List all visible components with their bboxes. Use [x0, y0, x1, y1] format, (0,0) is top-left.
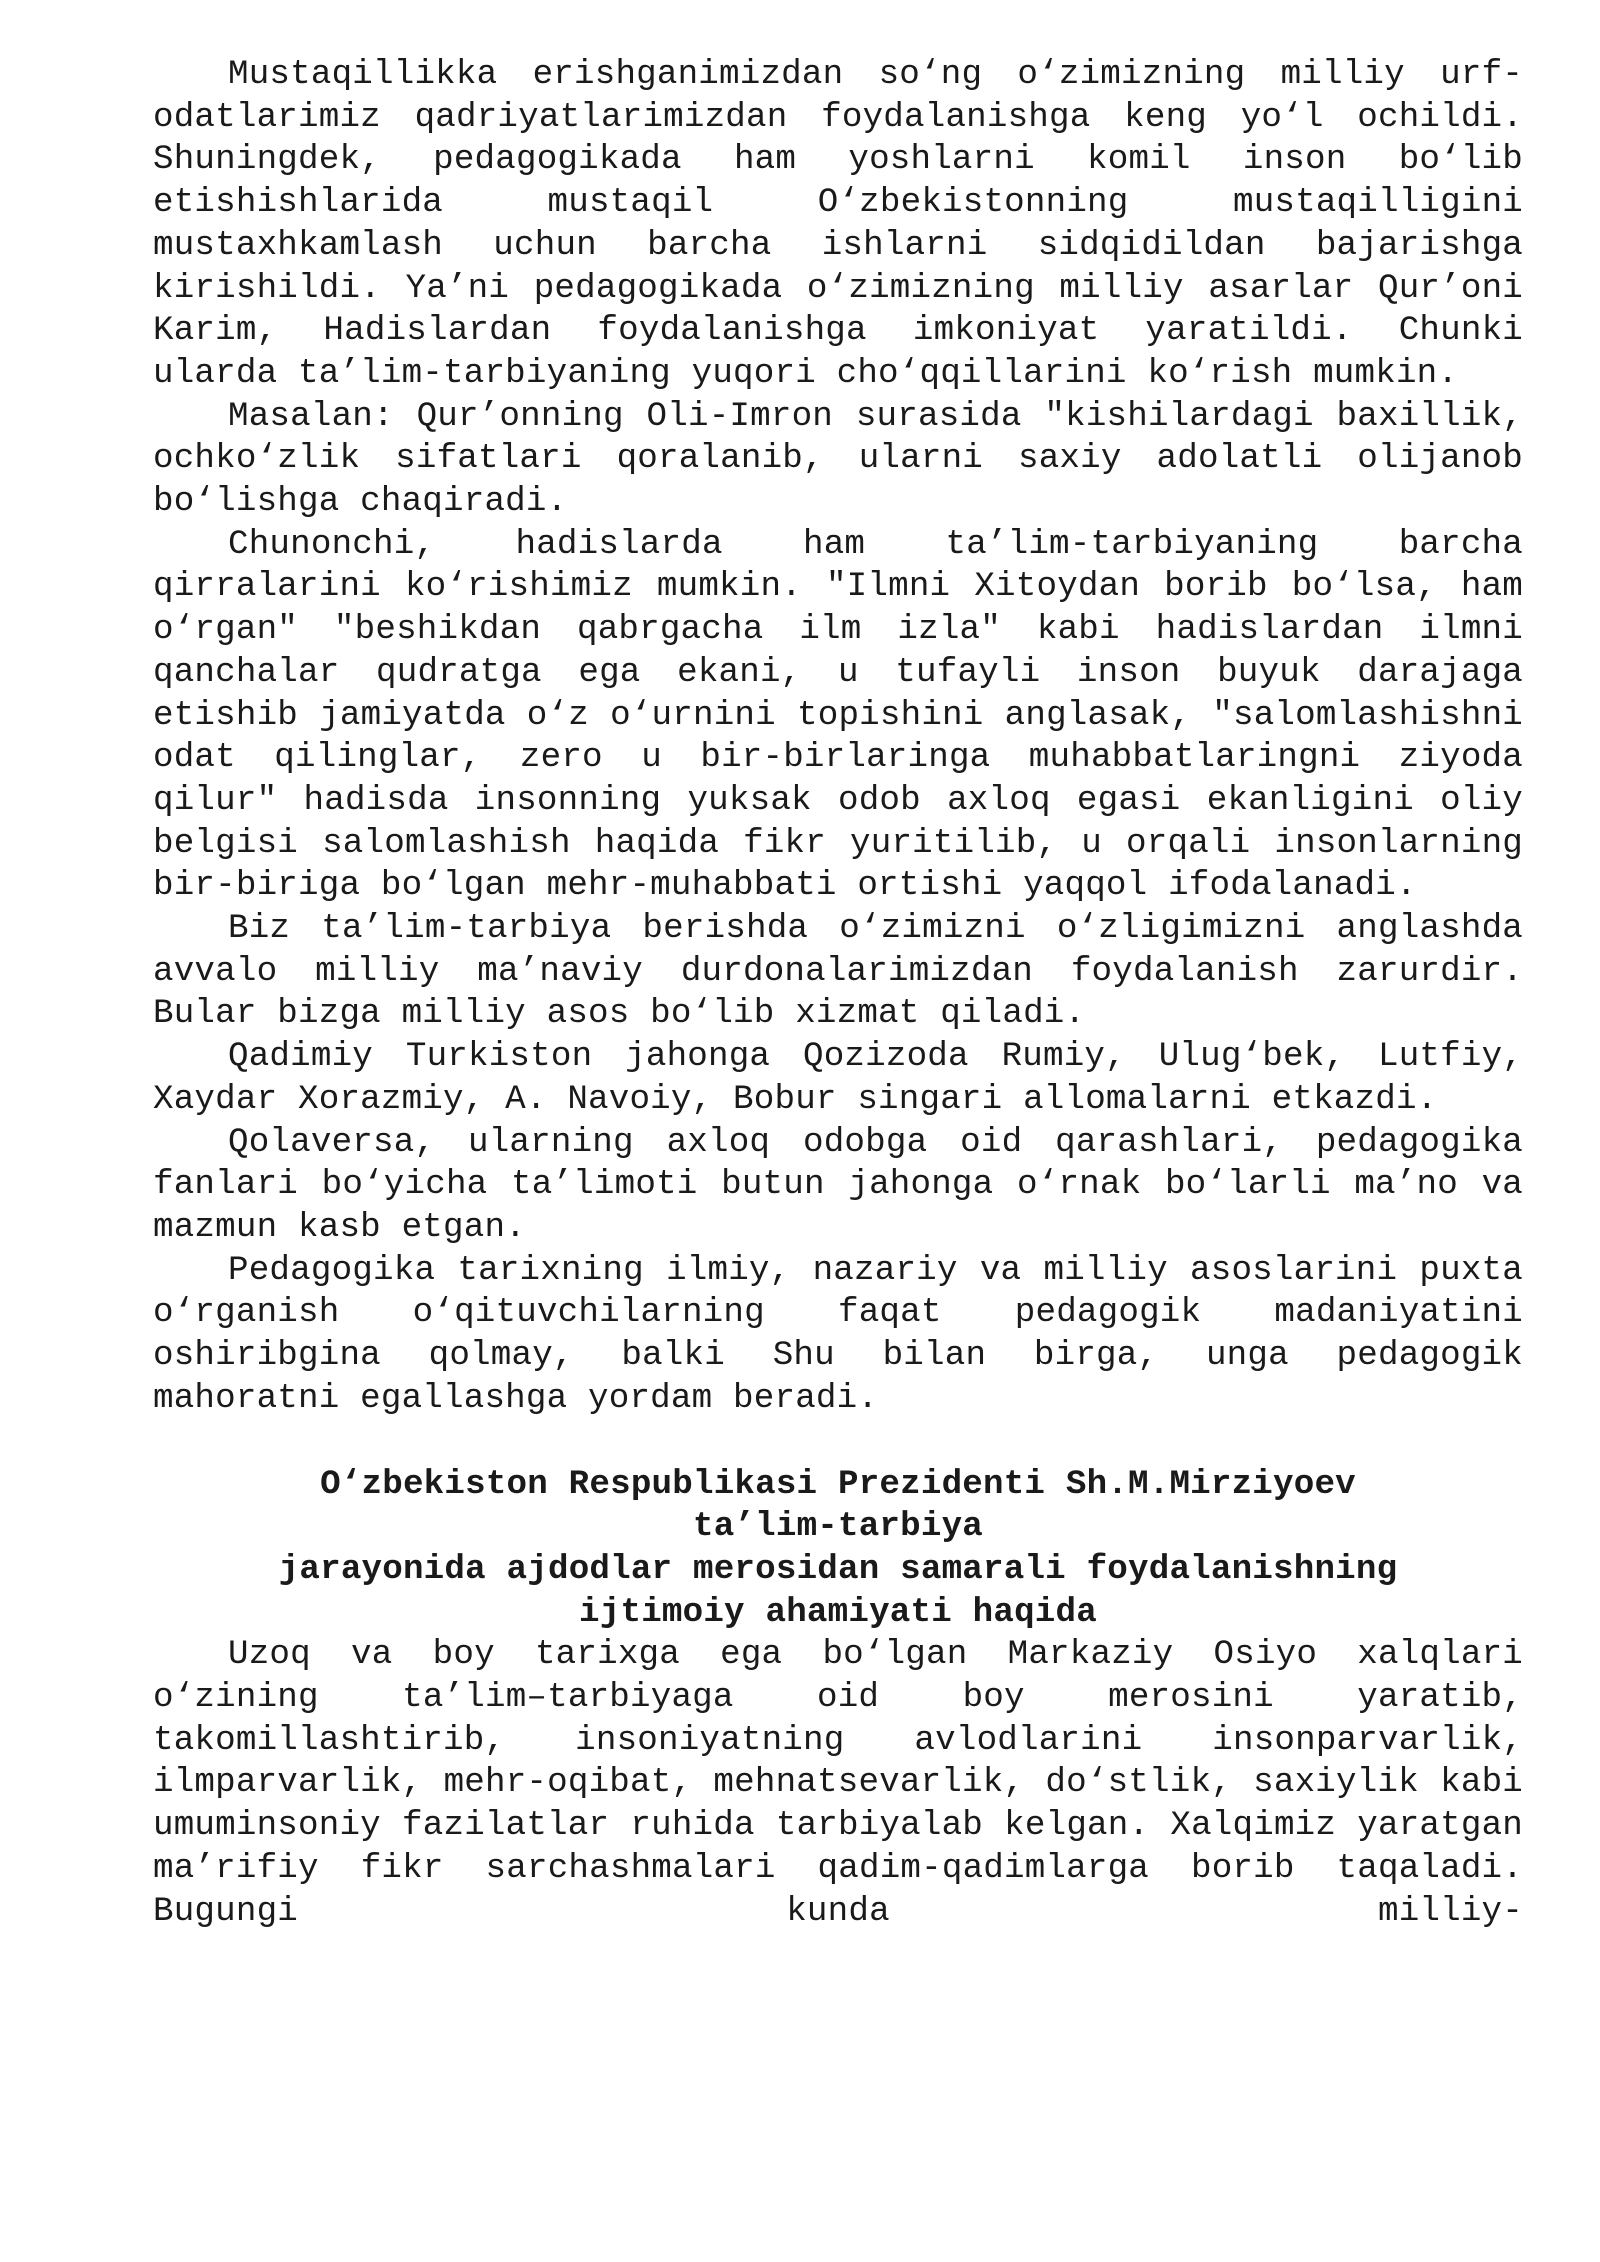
section-heading	[153, 1464, 1523, 1635]
heading-line-3: jarayonida ajdodlar merosidan samarali foydalanishning	[278, 1550, 1398, 1589]
paragraph-independence: Mustaqillikka erishganimizdan so‘ng o‘zimizning milliy urf-odatlarimiz qadriyatlarimizdan foydalanishga keng yo‘l ochildi. Shuningdek, pedagogikada ham yoshlarni komil inson bo‘lib etishishlarida mustaqil O‘zbekistonning mustaqilligini mustaxhkamlash uchun barcha ishlarni sidqidildan bajarishga kirishildi. Ya’ni pedagogikada o‘zimizning milliy asarlar Qur’oni Karim, Hadislardan foydalanishga imkoniyat yaratildi. Chunki ularda ta’lim-tarbiyaning yuqori cho‘qqillarini ko‘rish mumkin.	[153, 56, 1523, 393]
paragraph-quran-example: Masalan: Qur’onning Oli-Imron surasida "kishilardagi baxillik, ochko‘zlik sifatlari qoralanib, ularni saxiy adolatli olijanob bo‘lishga chaqiradi.	[153, 397, 1523, 522]
paragraph-pedagogy-history: Pedagogika tarixning ilmiy, nazariy va milliy asoslarini puxta o‘rganish o‘qituvchilarning faqat pedagogik madaniyatini oshiribgina qolmay, balki Shu bilan birga, unga pedagogik mahoratni egallashga yordam beradi.	[153, 1251, 1523, 1418]
paragraph-hadith: Chunonchi, hadislarda ham ta’lim-tarbiyaning barcha qirralarini ko‘rishimiz mumkin. "Ilmni Xitoydan borib bo‘lsa, ham o‘rgan" "beshikdan qabrgacha ilm izla" kabi hadislardan ilmni qanchalar qudratga ega ekani, u tufayli inson buyuk darajaga etishib jamiyatda o‘z o‘urnini topishini anglasak, "salomlashishni odat qilinglar, zero u bir-birlaringa muhabbatlaringni ziyoda qilur" hadisda insonning yuksak odob axloq egasi ekanligini oliy belgisi salomlashish haqida fikr yuritilib, u orqali insonlarning bir-biriga bo‘lgan mehr-muhabbati ortishi yaqqol ifodalanadi.	[153, 525, 1523, 906]
heading-line-2: ta’lim-tarbiya	[692, 1508, 984, 1547]
document-page	[153, 54, 1523, 1933]
paragraph-national-heritage: Biz ta’lim-tarbiya berishda o‘zimizni o‘zligimizni anglashda avvalo milliy ma’naviy durdonalarimizdan foydalanish zarurdir. Bular bizga milliy asos bo‘lib xizmat qiladi.	[153, 910, 1523, 1034]
paragraph-turkistan-scholars: Qadimiy Turkiston jahonga Qozizoda Rumiy, Ulug‘bek, Lutfiy, Xaydar Xorazmiy, A. Navoiy, Bobur singari allomalarni etkazdi.	[153, 1038, 1523, 1119]
heading-line-4: ijtimoiy ahamiyati haqida	[579, 1593, 1097, 1632]
paragraph-ethics-views: Qolaversa, ularning axloq odobga oid qarashlari, pedagogika fanlari bo‘yicha ta’limoti butun jahonga o‘rnak bo‘larli ma’no va mazmun kasb etgan.	[153, 1123, 1523, 1247]
heading-line-1: O‘zbekiston Respublikasi Prezidenti Sh.M.Mirziyoev	[320, 1465, 1356, 1504]
paragraph-central-asia: Uzoq va boy tarixga ega bo‘lgan Markaziy Osiyo xalqlari o‘zining ta’lim–tarbiyaga oid boy merosini yaratib, takomillashtirib, insoniyatning avlodlarini insonparvarlik, ilmparvarlik, mehr-oqibat, mehnatsevarlik, do‘stlik, saxiylik kabi umuminsoniy fazilatlar ruhida tarbiyalab kelgan. Xalqimiz yaratgan ma’rifiy fikr sarchashmalari qadim-qadimlarga borib taqaladi. Bugungi kunda milliy-	[153, 1636, 1523, 1931]
